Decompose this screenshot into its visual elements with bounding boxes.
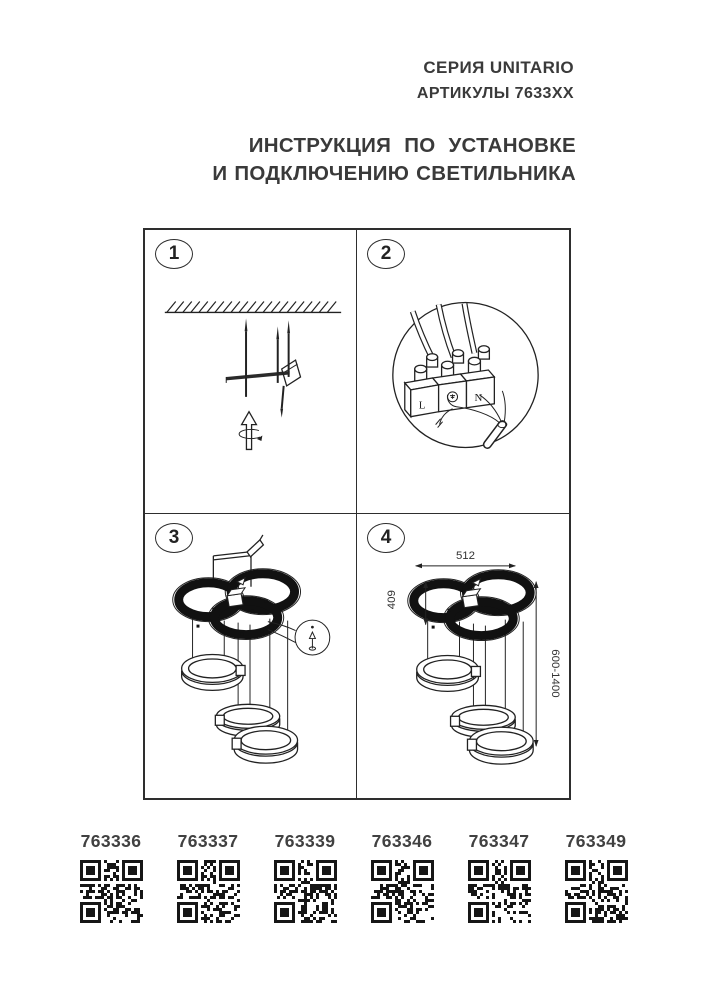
dimension-width <box>416 550 516 566</box>
terminal-label-live: L <box>418 399 426 412</box>
mounting-bracket-drawing <box>145 230 356 513</box>
step-1-panel <box>145 230 357 514</box>
qr-code <box>468 860 531 923</box>
dimension-canopy-value: 409 <box>385 590 398 610</box>
step-3-panel <box>145 514 357 798</box>
qr-code <box>274 860 337 923</box>
terminal-label-neutral: N <box>474 391 483 404</box>
articles-range: АРТИКУЛЫ 7633XX <box>416 85 574 102</box>
step-4-panel <box>357 514 569 798</box>
page-title-line1: ИНСТРУКЦИЯ ПО УСТАНОВКЕ <box>248 134 576 157</box>
article-code: 763347 <box>468 831 530 851</box>
header <box>417 58 574 103</box>
article-item <box>468 831 531 923</box>
step-2-number-badge: 2 <box>367 239 405 269</box>
step-4-number-badge: 4 <box>367 523 405 553</box>
article-code: 763336 <box>80 831 142 851</box>
rotate-arrow-icon <box>239 412 262 450</box>
wiring-detail-drawing <box>357 230 569 513</box>
dimensions-drawing <box>357 514 569 798</box>
article-item <box>274 831 337 923</box>
dimension-suspension-range <box>536 582 561 746</box>
ceiling-hatch-icon <box>167 301 336 312</box>
qr-code <box>565 860 628 923</box>
bracket-icon <box>226 318 300 417</box>
article-item <box>565 831 628 923</box>
mains-wires-icon <box>413 303 475 359</box>
article-code: 763349 <box>565 831 627 851</box>
article-item <box>80 831 143 923</box>
step-2-panel <box>357 230 569 514</box>
series-name: СЕРИЯ UNITARIO <box>423 58 574 77</box>
step-3-number-badge: 3 <box>155 523 193 553</box>
hanging-fixture-drawing <box>145 514 356 798</box>
qr-code <box>177 860 240 923</box>
steps-grid <box>143 228 571 800</box>
article-list <box>0 831 707 923</box>
article-code: 763337 <box>177 831 239 851</box>
qr-code <box>80 860 143 923</box>
page-title-line2: И ПОДКЛЮЧЕНИЮ СВЕТИЛЬНИКА <box>212 162 576 185</box>
article-item <box>371 831 434 923</box>
article-item <box>177 831 240 923</box>
page-title <box>212 132 576 188</box>
article-code: 763346 <box>371 831 433 851</box>
step-1-number-badge: 1 <box>155 239 193 269</box>
article-code: 763339 <box>274 831 336 851</box>
dimension-width-value: 512 <box>455 549 476 562</box>
qr-code <box>371 860 434 923</box>
terminal-block-icon <box>405 346 495 417</box>
dimension-suspension-value: 600-1400 <box>549 649 562 698</box>
